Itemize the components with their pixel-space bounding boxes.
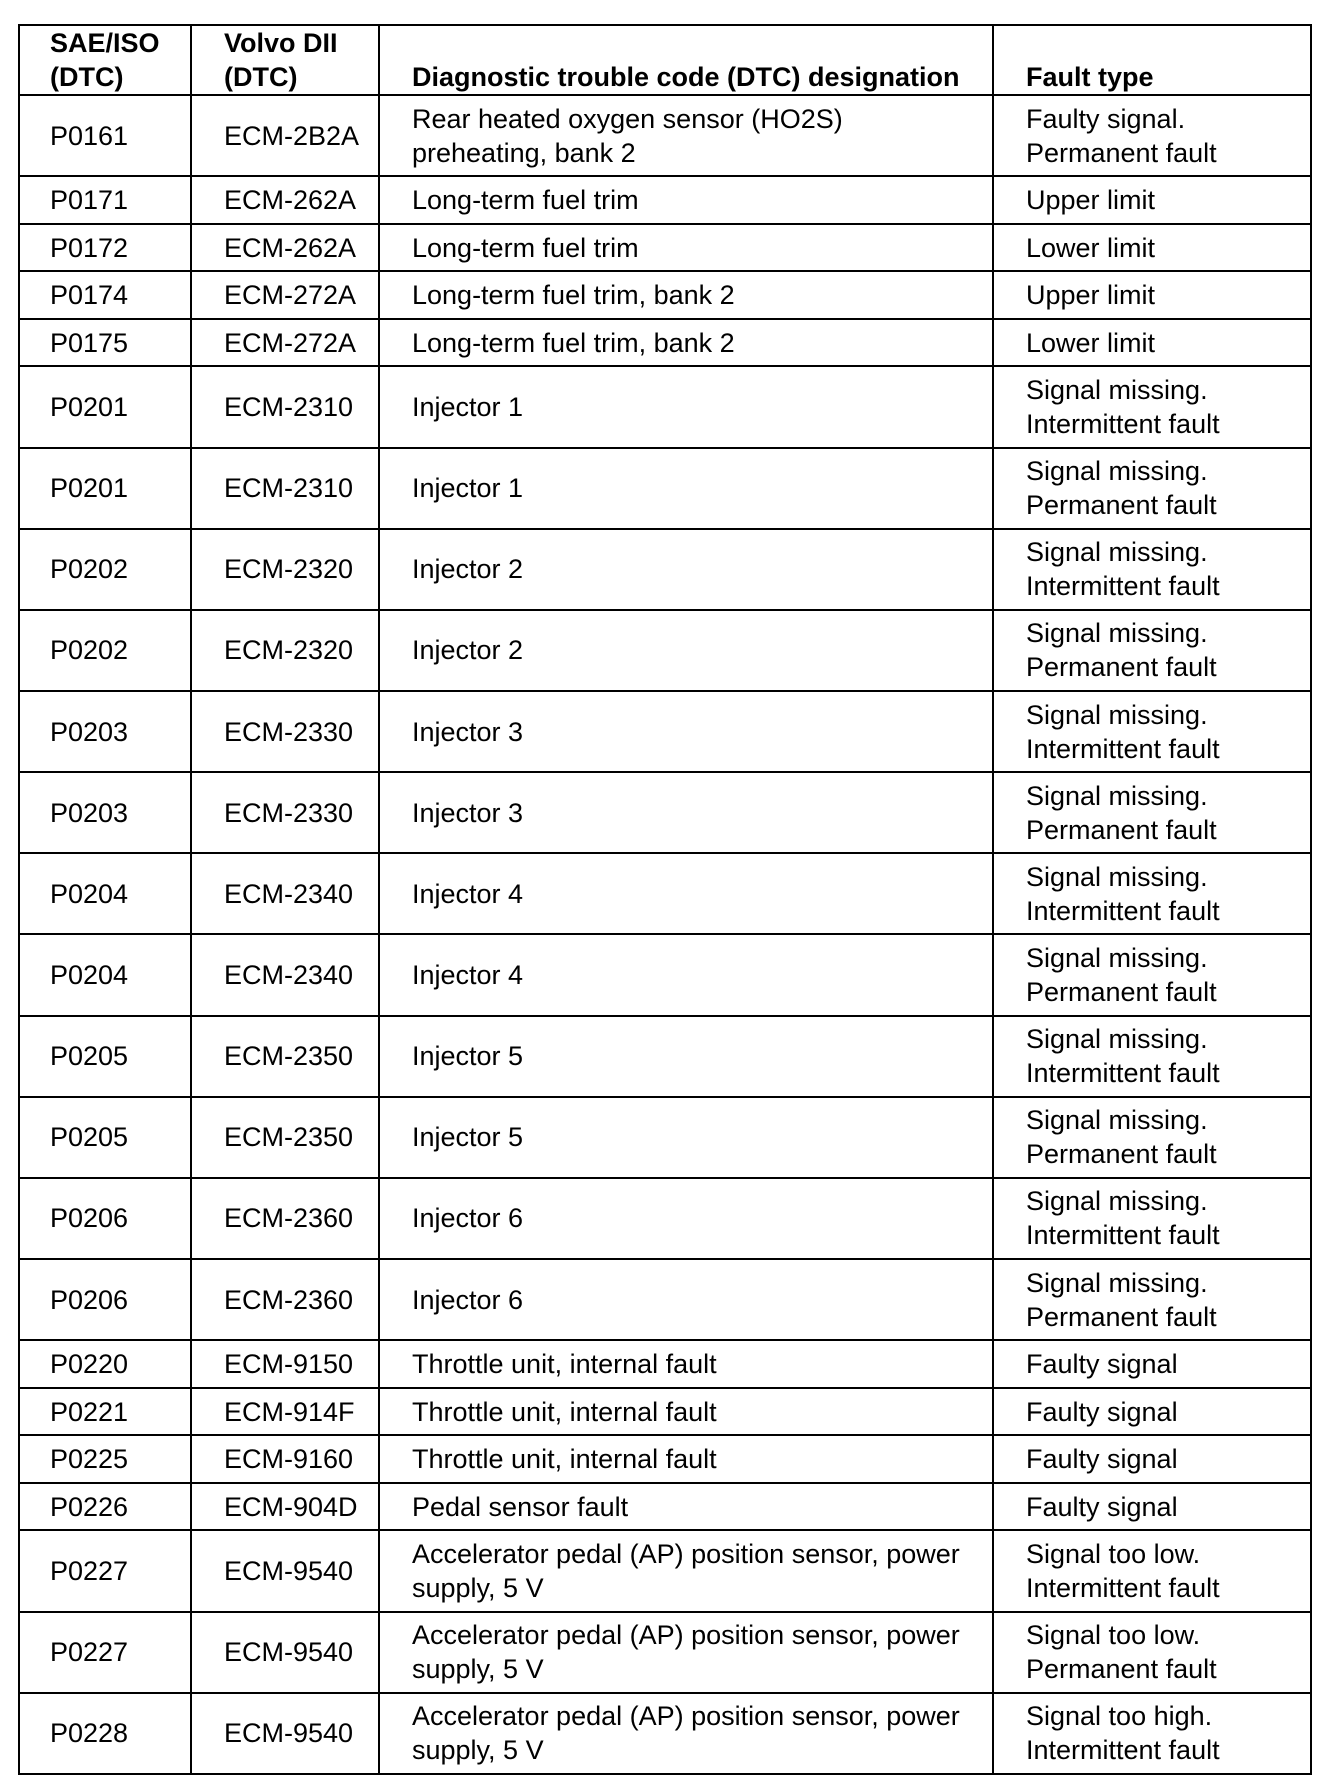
cell-fault-type-text: Signal missing. Intermittent fault bbox=[1026, 537, 1220, 602]
table-row bbox=[19, 1693, 1311, 1774]
table-row bbox=[19, 1483, 1311, 1531]
cell-fault-type bbox=[993, 1693, 1311, 1774]
header-volvo-dii-label: Volvo DII (DTC) bbox=[224, 28, 338, 92]
header-designation bbox=[379, 25, 993, 95]
cell-fault-type bbox=[993, 319, 1311, 367]
cell-designation bbox=[379, 610, 993, 691]
cell-volvo-dii bbox=[191, 448, 379, 529]
cell-fault-type-text: Faulty signal bbox=[1026, 1348, 1178, 1379]
cell-volvo-dii-text: ECM-2340 bbox=[224, 878, 354, 909]
cell-fault-type bbox=[993, 1388, 1311, 1436]
cell-fault-type bbox=[993, 1483, 1311, 1531]
cell-fault-type-text: Signal missing. Permanent fault bbox=[1026, 1267, 1217, 1332]
cell-designation-text: Rear heated oxygen sensor (HO2S) preheating, bank 2 bbox=[412, 103, 843, 168]
cell-designation bbox=[379, 1259, 993, 1340]
cell-volvo-dii-text: ECM-904D bbox=[224, 1491, 358, 1522]
cell-fault-type bbox=[993, 1259, 1311, 1340]
cell-designation bbox=[379, 1388, 993, 1436]
cell-designation bbox=[379, 319, 993, 367]
cell-designation bbox=[379, 1178, 993, 1259]
cell-volvo-dii-text: ECM-914F bbox=[224, 1396, 355, 1427]
cell-fault-type-text: Signal too low. Permanent fault bbox=[1026, 1620, 1217, 1685]
cell-designation-text: Long-term fuel trim bbox=[412, 232, 639, 263]
cell-sae-iso bbox=[19, 1178, 191, 1259]
cell-sae-iso-text: P0202 bbox=[50, 635, 129, 666]
cell-sae-iso-text: P0227 bbox=[50, 1637, 129, 1668]
cell-fault-type bbox=[993, 610, 1311, 691]
cell-fault-type-text: Signal too low. Intermittent fault bbox=[1026, 1539, 1220, 1604]
cell-volvo-dii bbox=[191, 95, 379, 176]
cell-fault-type-text: Signal missing. Intermittent fault bbox=[1026, 861, 1220, 926]
cell-sae-iso bbox=[19, 1016, 191, 1097]
table-row bbox=[19, 1016, 1311, 1097]
cell-designation bbox=[379, 1612, 993, 1693]
table-body bbox=[19, 95, 1311, 1774]
cell-volvo-dii bbox=[191, 176, 379, 224]
cell-designation bbox=[379, 1483, 993, 1531]
cell-fault-type bbox=[993, 224, 1311, 272]
cell-volvo-dii-text: ECM-2340 bbox=[224, 960, 354, 990]
cell-sae-iso-text: P0174 bbox=[50, 280, 129, 311]
table-row bbox=[19, 271, 1311, 319]
cell-sae-iso bbox=[19, 319, 191, 367]
cell-designation bbox=[379, 1340, 993, 1388]
cell-volvo-dii-text: ECM-9540 bbox=[224, 1718, 354, 1749]
cell-volvo-dii bbox=[191, 1483, 379, 1531]
table-row bbox=[19, 934, 1311, 1015]
cell-sae-iso-text: P0204 bbox=[50, 960, 129, 990]
cell-volvo-dii-text: ECM-2310 bbox=[224, 392, 354, 423]
cell-fault-type-text: Faulty signal. Permanent fault bbox=[1026, 103, 1217, 168]
cell-sae-iso bbox=[19, 691, 191, 772]
header-sae-iso-label: SAE/ISO (DTC) bbox=[50, 28, 160, 92]
table-row bbox=[19, 176, 1311, 224]
cell-sae-iso-text: P0171 bbox=[50, 184, 129, 215]
cell-fault-type-text: Faulty signal bbox=[1026, 1444, 1178, 1475]
cell-designation-text: Injector 4 bbox=[412, 960, 524, 990]
cell-designation-text: Throttle unit, internal fault bbox=[412, 1396, 717, 1427]
cell-volvo-dii-text: ECM-2320 bbox=[224, 635, 354, 666]
cell-sae-iso bbox=[19, 176, 191, 224]
cell-fault-type bbox=[993, 1016, 1311, 1097]
table-row bbox=[19, 1259, 1311, 1340]
cell-volvo-dii-text: ECM-272A bbox=[224, 280, 357, 311]
cell-fault-type-text: Upper limit bbox=[1026, 184, 1156, 215]
cell-fault-type bbox=[993, 271, 1311, 319]
cell-designation-text: Injector 3 bbox=[412, 797, 524, 828]
cell-volvo-dii-text: ECM-9150 bbox=[224, 1348, 354, 1379]
cell-volvo-dii bbox=[191, 1097, 379, 1178]
cell-designation-text: Long-term fuel trim, bank 2 bbox=[412, 280, 735, 311]
cell-designation bbox=[379, 1693, 993, 1774]
cell-volvo-dii-text: ECM-2310 bbox=[224, 473, 354, 504]
cell-volvo-dii bbox=[191, 366, 379, 447]
cell-sae-iso bbox=[19, 1435, 191, 1483]
cell-volvo-dii-text: ECM-9540 bbox=[224, 1637, 354, 1668]
cell-sae-iso-text: P0206 bbox=[50, 1284, 129, 1315]
cell-sae-iso bbox=[19, 95, 191, 176]
cell-sae-iso-text: P0201 bbox=[50, 473, 129, 504]
cell-designation bbox=[379, 95, 993, 176]
cell-volvo-dii bbox=[191, 1340, 379, 1388]
cell-volvo-dii-text: ECM-2330 bbox=[224, 716, 354, 747]
table-row bbox=[19, 691, 1311, 772]
cell-fault-type bbox=[993, 529, 1311, 610]
cell-fault-type bbox=[993, 772, 1311, 853]
cell-sae-iso bbox=[19, 1693, 191, 1774]
cell-volvo-dii bbox=[191, 934, 379, 1015]
cell-volvo-dii bbox=[191, 319, 379, 367]
cell-volvo-dii bbox=[191, 1435, 379, 1483]
cell-designation-text: Injector 1 bbox=[412, 473, 524, 504]
cell-designation bbox=[379, 366, 993, 447]
cell-designation bbox=[379, 934, 993, 1015]
cell-sae-iso-text: P0206 bbox=[50, 1203, 129, 1234]
cell-designation bbox=[379, 1530, 993, 1611]
cell-volvo-dii bbox=[191, 529, 379, 610]
cell-designation bbox=[379, 1097, 993, 1178]
cell-fault-type-text: Signal missing. Intermittent fault bbox=[1026, 1024, 1220, 1089]
cell-fault-type bbox=[993, 853, 1311, 934]
cell-volvo-dii bbox=[191, 1388, 379, 1436]
header-volvo-dii bbox=[191, 25, 379, 95]
cell-sae-iso bbox=[19, 1483, 191, 1531]
cell-fault-type bbox=[993, 934, 1311, 1015]
cell-sae-iso bbox=[19, 1388, 191, 1436]
cell-designation-text: Injector 6 bbox=[412, 1284, 524, 1315]
cell-volvo-dii-text: ECM-2B2A bbox=[224, 120, 360, 151]
cell-sae-iso bbox=[19, 271, 191, 319]
cell-volvo-dii bbox=[191, 1612, 379, 1693]
table-row bbox=[19, 1612, 1311, 1693]
cell-designation-text: Injector 2 bbox=[412, 635, 524, 666]
cell-volvo-dii-text: ECM-272A bbox=[224, 327, 357, 358]
cell-designation-text: Accelerator pedal (AP) position sensor, power supply, 5 V bbox=[412, 1620, 960, 1685]
cell-sae-iso bbox=[19, 529, 191, 610]
cell-volvo-dii-text: ECM-262A bbox=[224, 232, 357, 263]
cell-sae-iso-text: P0225 bbox=[50, 1444, 129, 1475]
cell-designation-text: Injector 4 bbox=[412, 878, 524, 909]
cell-designation-text: Long-term fuel trim, bank 2 bbox=[412, 327, 735, 358]
cell-fault-type bbox=[993, 1435, 1311, 1483]
cell-fault-type-text: Signal missing. Intermittent fault bbox=[1026, 699, 1220, 764]
dtc-table bbox=[18, 24, 1312, 1775]
cell-designation-text: Injector 2 bbox=[412, 554, 524, 585]
header-fault-type bbox=[993, 25, 1311, 95]
cell-sae-iso-text: P0220 bbox=[50, 1348, 129, 1379]
table-row bbox=[19, 366, 1311, 447]
table-row bbox=[19, 610, 1311, 691]
cell-volvo-dii bbox=[191, 772, 379, 853]
cell-sae-iso-text: P0221 bbox=[50, 1396, 129, 1427]
table-row bbox=[19, 1097, 1311, 1178]
cell-sae-iso bbox=[19, 610, 191, 691]
cell-fault-type bbox=[993, 1097, 1311, 1178]
cell-designation-text: Injector 5 bbox=[412, 1122, 524, 1153]
cell-designation bbox=[379, 691, 993, 772]
table-row bbox=[19, 529, 1311, 610]
cell-sae-iso bbox=[19, 1340, 191, 1388]
cell-sae-iso bbox=[19, 1097, 191, 1178]
cell-designation bbox=[379, 1435, 993, 1483]
cell-designation bbox=[379, 224, 993, 272]
cell-fault-type bbox=[993, 366, 1311, 447]
cell-sae-iso-text: P0172 bbox=[50, 232, 129, 263]
cell-volvo-dii bbox=[191, 610, 379, 691]
table-row bbox=[19, 772, 1311, 853]
cell-fault-type-text: Signal missing. Intermittent fault bbox=[1026, 375, 1220, 440]
cell-fault-type-text: Signal missing. Permanent fault bbox=[1026, 943, 1217, 1007]
cell-volvo-dii bbox=[191, 271, 379, 319]
cell-designation bbox=[379, 271, 993, 319]
cell-volvo-dii bbox=[191, 1178, 379, 1259]
table-row bbox=[19, 1435, 1311, 1483]
cell-fault-type-text: Signal missing. Permanent fault bbox=[1026, 618, 1217, 683]
cell-volvo-dii-text: ECM-2360 bbox=[224, 1203, 354, 1234]
cell-sae-iso bbox=[19, 934, 191, 1015]
cell-fault-type bbox=[993, 95, 1311, 176]
cell-designation bbox=[379, 1016, 993, 1097]
cell-volvo-dii bbox=[191, 1530, 379, 1611]
cell-volvo-dii-text: ECM-2320 bbox=[224, 554, 354, 585]
cell-designation-text: Throttle unit, internal fault bbox=[412, 1444, 717, 1475]
cell-volvo-dii-text: ECM-9160 bbox=[224, 1444, 354, 1475]
cell-volvo-dii-text: ECM-9540 bbox=[224, 1556, 354, 1587]
cell-volvo-dii-text: ECM-2330 bbox=[224, 797, 354, 828]
cell-designation-text: Accelerator pedal (AP) position sensor, power supply, 5 V bbox=[412, 1701, 960, 1766]
cell-designation-text: Injector 1 bbox=[412, 392, 524, 423]
cell-sae-iso-text: P0226 bbox=[50, 1491, 129, 1522]
table-row bbox=[19, 95, 1311, 176]
cell-sae-iso-text: P0204 bbox=[50, 878, 129, 909]
header-row bbox=[19, 25, 1311, 95]
header-designation-label: Diagnostic trouble code (DTC) designation bbox=[412, 62, 960, 92]
cell-fault-type bbox=[993, 448, 1311, 529]
cell-volvo-dii bbox=[191, 1259, 379, 1340]
cell-fault-type-text: Faulty signal bbox=[1026, 1491, 1178, 1522]
table-row bbox=[19, 1340, 1311, 1388]
cell-sae-iso bbox=[19, 448, 191, 529]
cell-fault-type-text: Signal too high. Intermittent fault bbox=[1026, 1701, 1220, 1766]
cell-sae-iso-text: P0227 bbox=[50, 1556, 129, 1587]
cell-sae-iso bbox=[19, 224, 191, 272]
cell-volvo-dii bbox=[191, 691, 379, 772]
table-row bbox=[19, 319, 1311, 367]
cell-sae-iso-text: P0205 bbox=[50, 1122, 129, 1153]
cell-designation-text: Injector 5 bbox=[412, 1041, 524, 1072]
header-sae-iso bbox=[19, 25, 191, 95]
cell-volvo-dii-text: ECM-2360 bbox=[224, 1284, 354, 1315]
cell-sae-iso-text: P0203 bbox=[50, 797, 129, 828]
cell-sae-iso bbox=[19, 772, 191, 853]
cell-sae-iso-text: P0203 bbox=[50, 716, 129, 747]
cell-designation-text: Long-term fuel trim bbox=[412, 184, 639, 215]
cell-fault-type bbox=[993, 1612, 1311, 1693]
cell-fault-type-text: Upper limit bbox=[1026, 280, 1156, 311]
cell-sae-iso-text: P0228 bbox=[50, 1718, 129, 1749]
table-row bbox=[19, 448, 1311, 529]
cell-fault-type-text: Faulty signal bbox=[1026, 1396, 1178, 1427]
cell-volvo-dii bbox=[191, 224, 379, 272]
cell-fault-type-text: Signal missing. Intermittent fault bbox=[1026, 1186, 1220, 1251]
table-row bbox=[19, 1388, 1311, 1436]
cell-designation-text: Pedal sensor fault bbox=[412, 1491, 629, 1522]
table-row bbox=[19, 224, 1311, 272]
cell-fault-type bbox=[993, 691, 1311, 772]
cell-designation bbox=[379, 176, 993, 224]
cell-sae-iso-text: P0161 bbox=[50, 120, 129, 151]
cell-sae-iso-text: P0205 bbox=[50, 1041, 129, 1072]
cell-fault-type bbox=[993, 1530, 1311, 1611]
cell-fault-type bbox=[993, 1178, 1311, 1259]
cell-fault-type-text: Signal missing. Permanent fault bbox=[1026, 1105, 1217, 1170]
cell-sae-iso bbox=[19, 1530, 191, 1611]
table-header bbox=[19, 25, 1311, 95]
cell-volvo-dii-text: ECM-2350 bbox=[224, 1122, 354, 1153]
cell-volvo-dii bbox=[191, 853, 379, 934]
table-row bbox=[19, 1530, 1311, 1611]
cell-fault-type bbox=[993, 176, 1311, 224]
cell-designation bbox=[379, 448, 993, 529]
cell-designation bbox=[379, 529, 993, 610]
cell-volvo-dii bbox=[191, 1016, 379, 1097]
cell-volvo-dii bbox=[191, 1693, 379, 1774]
cell-sae-iso bbox=[19, 1259, 191, 1340]
cell-sae-iso bbox=[19, 853, 191, 934]
cell-sae-iso-text: P0201 bbox=[50, 392, 129, 423]
table-row bbox=[19, 1178, 1311, 1259]
cell-fault-type-text: Lower limit bbox=[1026, 327, 1156, 358]
cell-volvo-dii-text: ECM-2350 bbox=[224, 1041, 354, 1072]
cell-designation-text: Accelerator pedal (AP) position sensor, power supply, 5 V bbox=[412, 1539, 960, 1604]
cell-sae-iso bbox=[19, 1612, 191, 1693]
cell-designation-text: Injector 6 bbox=[412, 1203, 524, 1234]
cell-designation bbox=[379, 772, 993, 853]
cell-sae-iso-text: P0175 bbox=[50, 327, 129, 358]
table-row bbox=[19, 853, 1311, 934]
cell-volvo-dii-text: ECM-262A bbox=[224, 184, 357, 215]
cell-sae-iso-text: P0202 bbox=[50, 554, 129, 585]
cell-fault-type bbox=[993, 1340, 1311, 1388]
header-fault-type-label: Fault type bbox=[1026, 62, 1154, 92]
cell-designation-text: Injector 3 bbox=[412, 716, 524, 747]
cell-designation-text: Throttle unit, internal fault bbox=[412, 1348, 717, 1379]
cell-fault-type-text: Lower limit bbox=[1026, 232, 1156, 263]
cell-fault-type-text: Signal missing. Permanent fault bbox=[1026, 456, 1217, 521]
cell-sae-iso bbox=[19, 366, 191, 447]
cell-designation bbox=[379, 853, 993, 934]
cell-fault-type-text: Signal missing. Permanent fault bbox=[1026, 780, 1217, 845]
